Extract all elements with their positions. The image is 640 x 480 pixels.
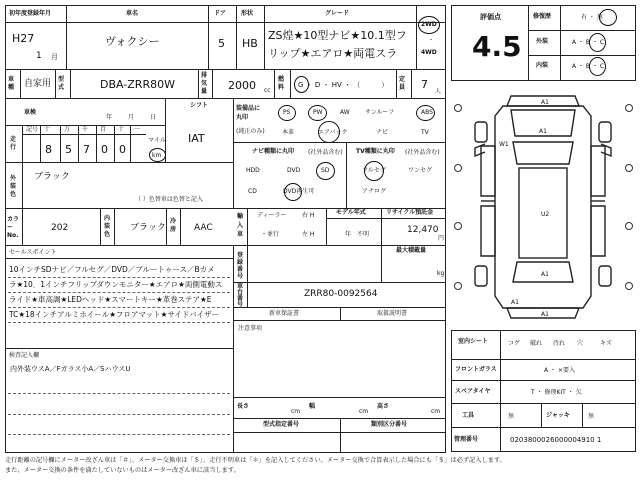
reg-month-unit: 月 <box>51 53 58 61</box>
height-label: 高さ <box>377 403 390 410</box>
navi-item: CD <box>248 188 257 195</box>
grade-line1: ZS煌★10型ナビ★10.1型フ <box>268 29 407 42</box>
notice-label: 注意事項 <box>238 325 263 332</box>
sheet-item: 破れ <box>530 340 543 347</box>
interior-options: A ・ B ・ C <box>572 63 605 70</box>
abs-circle <box>416 105 435 121</box>
tool-value: 無 <box>508 413 515 420</box>
reg-month: 1 <box>36 51 42 61</box>
equipment-item: AW <box>340 109 350 116</box>
sales-point-line: ラ★10．1インチフリップダウンモニター★エアロ★両側電動ス <box>9 280 223 289</box>
equipment-item: ABS <box>421 109 433 116</box>
airbag-circle <box>318 121 340 143</box>
inspection-label: 車検 <box>24 109 37 116</box>
fuel-label: 燃料 <box>278 76 285 91</box>
shape-label: 形状 <box>241 10 254 17</box>
jack-value: 無 <box>588 413 595 420</box>
footer-line2: また、メーター交換の条件を満たしていないものはメーター改ざん車に該当します。 <box>5 467 240 474</box>
person-unit: 人 <box>435 88 442 95</box>
sales-point-label: セールスポイント <box>9 249 57 256</box>
mileage-digit: 5 <box>65 143 72 156</box>
type-number-label: 型式指定番号 <box>263 421 300 428</box>
ac-label: 冷房 <box>170 218 177 233</box>
chassis-label: 車台番号 <box>237 283 244 308</box>
ps-circle <box>278 105 296 121</box>
spare-label: スペアタイヤ <box>455 388 491 395</box>
mileage-digit-label: 万 <box>64 126 71 133</box>
length-label: 長さ <box>237 403 250 410</box>
diagram-label-hood: A1 <box>539 128 547 135</box>
score-label: 評価点 <box>480 13 501 21</box>
manual-label: 取扱説明書 <box>377 310 408 317</box>
exterior-b-circle <box>589 33 606 52</box>
repair-none-circle <box>599 9 617 26</box>
usage-value: 自家用 <box>24 79 52 89</box>
score-value: 4.5 <box>472 30 522 63</box>
equipment-item: PS <box>283 109 291 116</box>
mgmt-label: 管理番号 <box>454 436 479 443</box>
doors-label: ドア <box>214 10 226 17</box>
car-name-label: 車名 <box>126 10 139 17</box>
windshield-value: A ・ ×要入 <box>544 367 575 374</box>
max-load-label: 最大積載量 <box>396 247 427 254</box>
class-number-label: 類別区分番号 <box>371 421 408 428</box>
color-value: ブラック <box>34 172 70 182</box>
import-label: 輸入車 <box>237 213 244 238</box>
equipment-item: 本革 <box>282 129 295 136</box>
navi-item: DVD <box>287 167 301 174</box>
navi-item: HDD <box>246 167 260 174</box>
fuel-circle <box>294 76 309 93</box>
shift-value: IAT <box>188 132 205 145</box>
tv-note: (社外品含む) <box>405 149 440 156</box>
inspection-day: 日 <box>150 114 157 121</box>
sales-point-line: ライド★車高調★LEDヘッド★スマートキー★革巻ステア★E <box>9 295 212 304</box>
jack-label: ジャッキ <box>546 412 570 419</box>
width-cm: cm <box>359 408 369 415</box>
capacity-label: 定員 <box>399 76 406 91</box>
exterior-label: 外装 <box>536 38 549 45</box>
import-left: 左 H <box>302 231 315 238</box>
yen-unit: 円 <box>438 235 445 242</box>
car-name: ヴォクシー <box>105 35 160 48</box>
width-label: 幅 <box>309 403 316 410</box>
tv-item: フルセグ <box>362 167 386 174</box>
kg-unit: kg <box>437 270 445 277</box>
recycle-value: 12,470 <box>407 225 439 235</box>
diagram-label-bumper: A1 <box>541 311 549 318</box>
equipment-item: ナビ <box>376 129 389 136</box>
color-code: 202 <box>51 223 69 233</box>
color-code-label: カラーNo. <box>7 216 20 239</box>
mileage-digit: 8 <box>45 143 52 156</box>
sheet-item: 穴 <box>577 340 584 347</box>
equipment-note: (純正のみ) <box>236 128 265 135</box>
sd-circle <box>316 162 335 180</box>
mileage-digit-label: 千 <box>82 126 89 133</box>
displacement-value: 2000 <box>228 79 256 92</box>
diagram-label-rear: A1 <box>541 271 549 278</box>
usage-label: 車種 <box>8 76 15 91</box>
chassis-value: ZRR80-0092564 <box>304 289 378 299</box>
model-label: 型式 <box>58 76 65 91</box>
car-diagram <box>451 86 636 326</box>
km-unit: km <box>152 152 162 159</box>
equipment-item: エアバック <box>318 129 348 136</box>
interior-label: 内装 <box>536 62 549 69</box>
grade-label: グレード <box>325 10 350 17</box>
pw-circle <box>308 105 327 121</box>
equipment-item: PW <box>313 109 323 116</box>
doors-value: 5 <box>218 37 225 50</box>
reg-era: H27 <box>12 32 35 45</box>
mileage-digit: 7 <box>83 143 90 156</box>
mileage-digit-label: 記号 <box>26 126 39 133</box>
color-note: （ ）色替車は色替と記入 <box>135 196 203 203</box>
navi-note: (社外品含む) <box>308 149 343 156</box>
shift-label: シフト <box>190 102 209 109</box>
sales-point-line: 10インチSDナビ／フルセグ／DVD／ブルートゥース／Bカメ <box>9 265 215 274</box>
mileage-digit-label: 一 <box>134 126 141 133</box>
import-parallel: ・並行 <box>261 231 280 238</box>
diagram-label-roof: U2 <box>541 211 550 218</box>
main-sheet-frame <box>5 5 446 453</box>
navi-title: ナビ種類に丸印 <box>252 148 295 155</box>
reg-year-label: 初年度登録年月 <box>9 10 52 17</box>
repair-options: 有 ・ 無 <box>581 14 603 21</box>
mileage-digit: 0 <box>119 143 126 156</box>
equipment-item: サンルーフ <box>365 109 395 116</box>
inspector-note: 内外装ウスA／Fガラス小A／SハウスU <box>10 365 131 373</box>
mileage-digit-label: 十 <box>44 126 51 133</box>
registration-label: 登録番号 <box>237 252 244 280</box>
import-dealer: ディーラー <box>257 212 287 219</box>
ac-value: AAC <box>194 223 213 233</box>
mileage-digit-label: 百 <box>100 126 107 133</box>
tv-item: ワンセグ <box>408 167 433 174</box>
equipment-title: 装備品に丸印 <box>236 105 261 121</box>
tool-label: 工具 <box>462 412 475 419</box>
warranty-label: 新車保証書 <box>269 310 300 317</box>
drive-2wd-circle <box>418 16 440 34</box>
sheet-item: キズ <box>600 340 612 347</box>
sheet-item: 汚れ <box>553 340 566 347</box>
model-year-label: モデル年式 <box>336 209 366 216</box>
mgmt-value: 0203800026000004910 1 <box>510 436 602 444</box>
mileage-label: 走行 <box>10 136 17 151</box>
import-right: 右 H <box>302 212 315 219</box>
tv-title: TV種類に丸印 <box>356 148 395 155</box>
fuel-options: G ・ D ・ HV ・ （ ） <box>298 81 389 89</box>
diagram-label-front: A1 <box>541 99 549 106</box>
mileage-digit: 0 <box>101 143 108 156</box>
mile-unit: マイル <box>148 137 166 144</box>
recycle-label: リサイクル預託金 <box>386 209 434 216</box>
inspection-year: 年 <box>106 114 113 121</box>
interior-b-circle <box>589 57 606 76</box>
windshield-label: フロントガラス <box>455 366 497 373</box>
tv-item: アナログ <box>362 188 387 195</box>
inspector-label: 検査記入欄 <box>9 352 40 359</box>
fullseg-circle <box>364 161 384 181</box>
diagram-label-windshield: W1 <box>499 141 509 148</box>
model-value: DBA-ZRR80W <box>100 78 175 91</box>
interior-color: ブラック <box>130 223 166 233</box>
footer-line1: 走行距離の記号欄にメーター改ざん車は「＃」、メーター交換車は「＄」、走行不明車は「＊」を記入してください。メーター交換で合算表示した場合にも「＄」は必ず記入します。 <box>5 457 506 464</box>
sheet-item: コゲ <box>508 340 521 347</box>
capacity-value: 7 <box>421 78 428 91</box>
drive-dot: ・ <box>428 37 435 44</box>
spare-value: T ・ 修理KIT ・ 欠 <box>531 389 582 396</box>
interior-sheet-label: 室内シート <box>458 338 489 345</box>
equipment-item: TV <box>421 129 429 136</box>
model-year-value: 年 不明 <box>345 231 370 238</box>
navi-item: DVD再生可 <box>283 188 315 195</box>
exterior-options: A ・ B ・ C <box>572 39 605 46</box>
diagram-label-rear-left: A1 <box>511 299 519 306</box>
dvd-play-circle <box>284 183 302 201</box>
drive-4wd: 4WD <box>421 49 437 56</box>
drive-2wd: 2WD <box>421 21 437 28</box>
height-cm: cm <box>431 408 441 415</box>
shape-value: HB <box>242 37 258 50</box>
navi-item: SD <box>321 167 330 174</box>
interior-color-label: 内装色 <box>104 215 111 238</box>
grade-line2: リップ★エアロ★両電スラ <box>268 47 398 60</box>
inspection-month: 月 <box>128 114 135 121</box>
repair-label: 修復歴 <box>533 13 552 20</box>
color-label: 外装色 <box>10 175 17 198</box>
displacement-label: 排気量 <box>201 72 208 95</box>
length-cm: cm <box>291 408 301 415</box>
cc-unit: cc <box>264 87 271 94</box>
km-circle <box>149 148 166 162</box>
sales-point-line: TC★18インチアルミホイール★フロアマット★サイドバイザー <box>9 310 220 319</box>
mileage-digit-label: 十 <box>118 126 125 133</box>
